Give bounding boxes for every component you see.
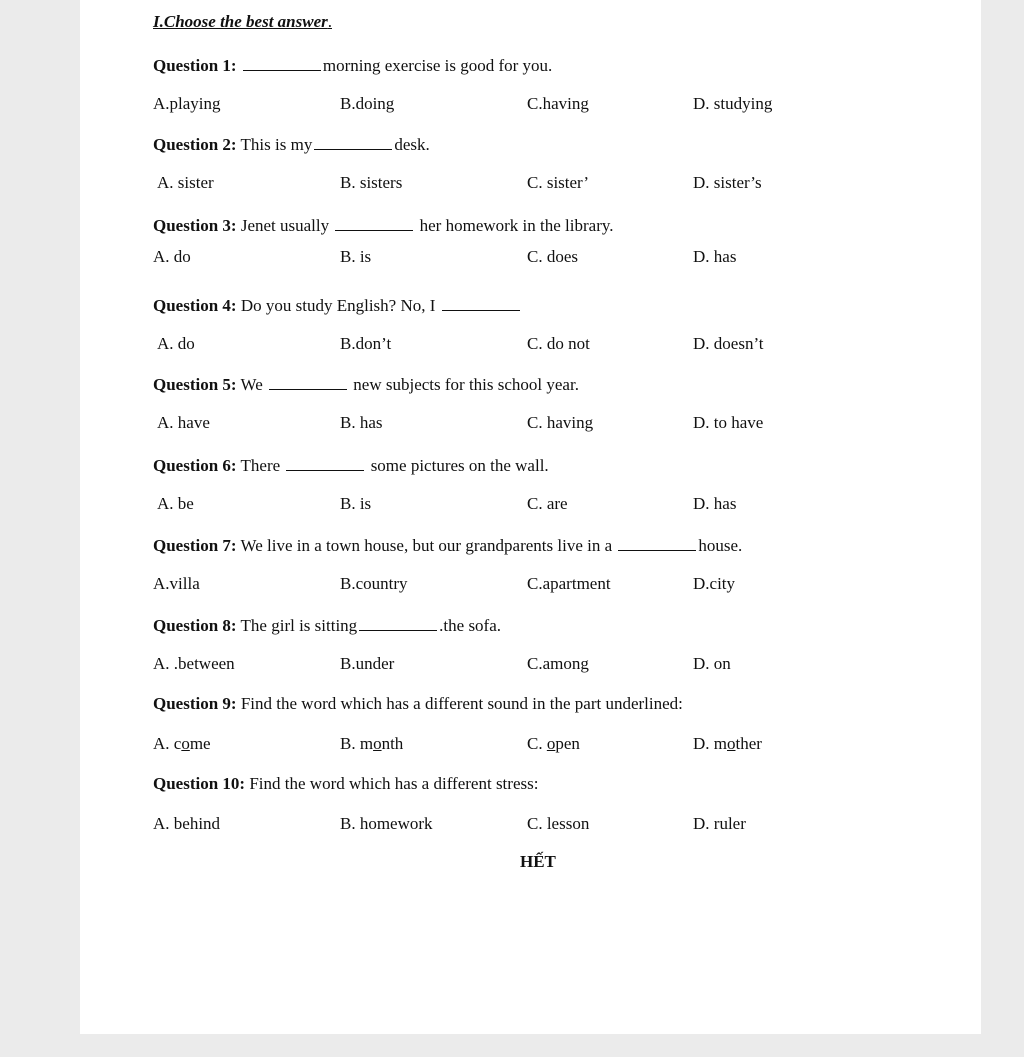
answer-blank — [618, 535, 696, 551]
answer-blank — [335, 215, 413, 231]
answer-blank — [314, 134, 392, 150]
q8-option-a: A. .between — [153, 654, 235, 673]
q9-option-b: B. month — [340, 734, 404, 753]
question-3: Question 3: Jenet usually her homework in the library. — [153, 216, 614, 235]
question-6: Question 6: There some pictures on the wall. — [153, 456, 549, 475]
question-5: Question 5: We new subjects for this school year. — [153, 375, 579, 394]
q10-option-b: B. homework — [340, 814, 433, 833]
q4-option-a: A. do — [157, 334, 195, 353]
q3-option-a: A. do — [153, 247, 191, 266]
end-marker: HẾT — [520, 852, 556, 871]
question-8: Question 8: The girl is sitting .the sofa. — [153, 616, 502, 635]
q9-option-c: C. open — [527, 734, 580, 753]
answer-blank — [243, 55, 321, 71]
q6-option-c: C. are — [527, 494, 568, 513]
question-4: Question 4: Do you study English? No, I — [153, 295, 522, 316]
q2-option-b: B. sisters — [340, 173, 403, 192]
q3-option-c: C. does — [527, 247, 578, 266]
question-9: Question 9: Find the word which has a different sound in the part underlined: — [153, 694, 683, 713]
q2-option-d: D. sister’s — [693, 173, 762, 192]
q5-option-c: C. having — [527, 413, 594, 432]
q8-option-d: D. on — [693, 654, 731, 673]
q4-option-c: C. do not — [527, 334, 590, 353]
q2-option-c: C. sister’ — [527, 173, 590, 192]
q5-option-b: B. has — [340, 413, 383, 432]
q2-option-a: A. sister — [157, 173, 214, 192]
q6-option-a: A. be — [157, 494, 194, 513]
q8-option-c: C.among — [527, 654, 589, 673]
q6-option-b: B. is — [340, 494, 372, 513]
q9-option-a: A. come — [153, 734, 211, 753]
q7-option-b: B.country — [340, 574, 408, 593]
answer-blank — [359, 615, 437, 631]
q7-option-a: A.villa — [153, 574, 200, 593]
q10-option-a: A. behind — [153, 814, 221, 833]
q4-option-d: D. doesn’t — [693, 334, 764, 353]
q6-option-d: D. has — [693, 494, 737, 513]
q1-option-a: A.playing — [153, 94, 221, 113]
question-7: Question 7: We live in a town house, but our grandparents live in a house. — [153, 536, 743, 555]
question-1: Question 1: morning exercise is good for you. — [153, 56, 553, 75]
q3-option-d: D. has — [693, 247, 737, 266]
question-10: Question 10: Find the word which has a different stress: — [153, 774, 539, 793]
q1-option-c: C.having — [527, 94, 589, 113]
q3-option-b: B. is — [340, 247, 372, 266]
q10-option-c: C. lesson — [527, 814, 590, 833]
q8-option-b: B.under — [340, 654, 395, 673]
q7-option-d: D.city — [693, 574, 736, 593]
q5-option-a: A. have — [157, 413, 210, 432]
q1-option-b: B.doing — [340, 94, 395, 113]
answer-blank — [442, 295, 520, 311]
document-page — [80, 0, 981, 1034]
q5-option-d: D. to have — [693, 413, 764, 432]
q1-option-d: D. studying — [693, 94, 773, 113]
question-2: Question 2: This is my desk. — [153, 135, 430, 154]
q4-option-b: B.don’t — [340, 334, 392, 353]
answer-blank — [286, 455, 364, 471]
section-heading: I.Choose the best answer. — [153, 12, 332, 31]
q7-option-c: C.apartment — [527, 574, 611, 593]
q10-option-d: D. ruler — [693, 814, 746, 833]
q9-option-d: D. mother — [693, 734, 762, 753]
answer-blank — [269, 374, 347, 390]
